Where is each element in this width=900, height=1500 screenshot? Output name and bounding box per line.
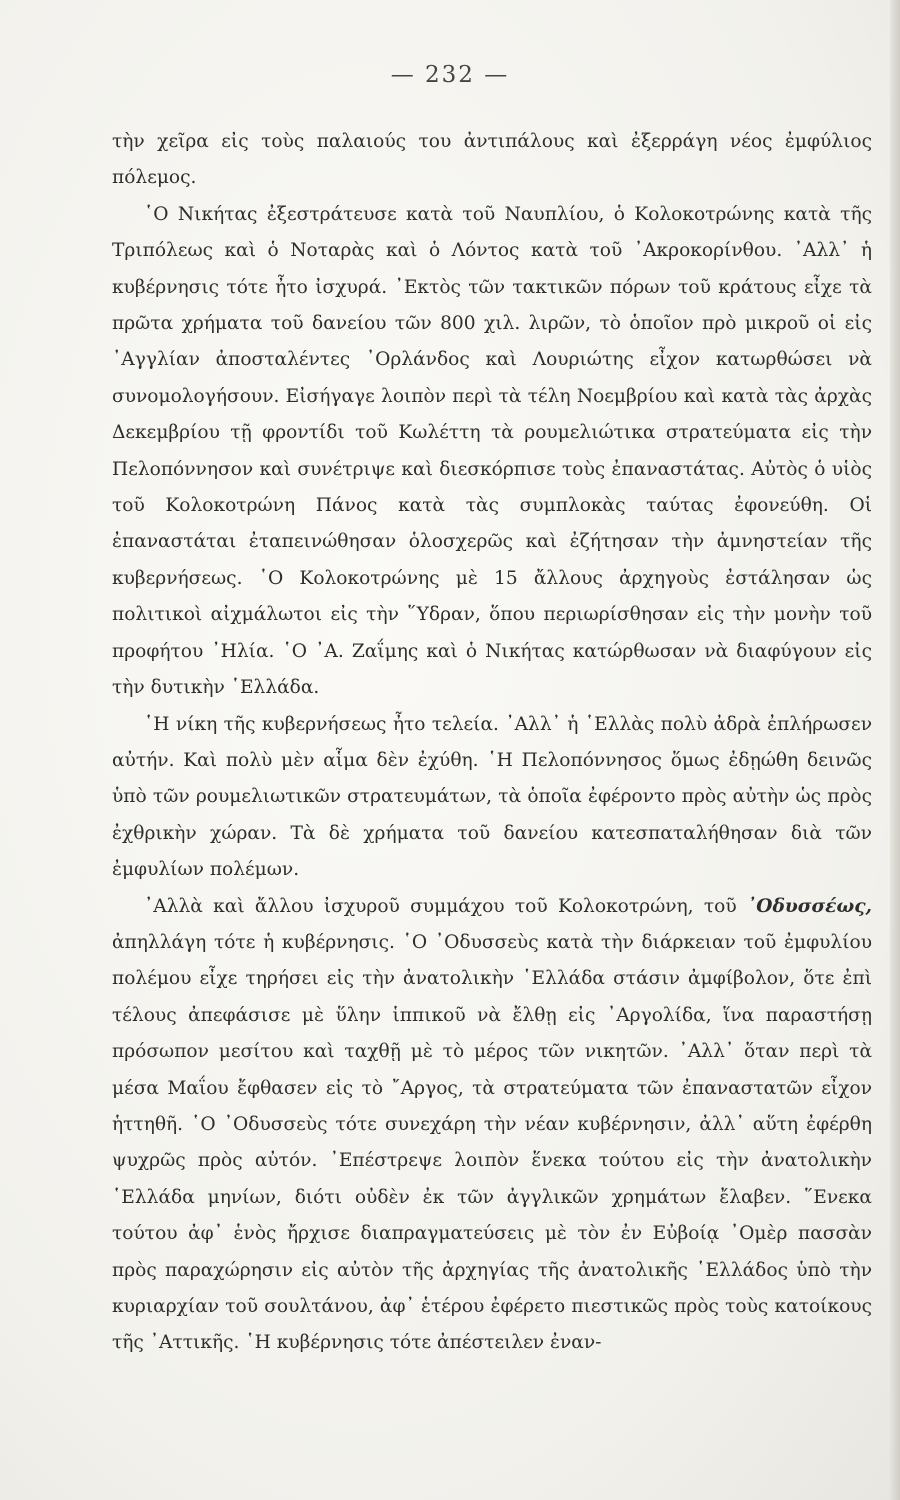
paragraph-1: τὴν χεῖρα εἰς τοὺς παλαιούς του ἀντιπάλους καὶ ἐξερράγη νέος ἐμφύλιος πόλεμος.: [112, 131, 872, 189]
page-body-text: [112, 124, 872, 1362]
paragraph-3: ῾Η νίκη τῆς κυβερνήσεως ἦτο τελεία. ᾿Αλλ᾿ ἡ ῾Ελλὰς πολὺ ἀδρὰ ἐπλήρωσεν αὐτήν. Καὶ πολὺ μὲν αἷμα δὲν ἐχύθη. ῾Η Πελοπόννησος ὅμως ἐδῃώθη δεινῶς ὑπὸ τῶν ρουμελιωτικῶν στρατευμάτων, τὰ ὁποῖα ἐφέροντο πρὸς αὐτὴν ὡς πρὸς ἐχθρικὴν χώραν. Τὰ δὲ χρήματα τοῦ δανείου κατεσπαταλήθησαν διὰ τῶν ἐμφυλίων πολέμων.: [112, 713, 872, 881]
page-edge-shadow: [890, 0, 900, 1500]
paragraph-4-rest: ἀπηλλάγη τότε ἡ κυβέρνησις. ῾Ο ᾿Οδυσσεὺς κατὰ τὴν διάρκειαν τοῦ ἐμφυλίου πολέμου εἶχε τηρήσει εἰς τὴν ἀνατολικὴν ῾Ελλάδα στάσιν ἀμφίβολον, ὅτε ἐπὶ τέλους ἀπεφάσισε μὲ ὕλην ἱππικοῦ νὰ ἔλθῃ εἰς ᾿Αργολίδα, ἵνα παραστήσῃ πρόσωπον μεσίτου καὶ ταχθῇ μὲ τὸ μέρος τῶν νικητῶν. ᾿Αλλ᾿ ὅταν περὶ τὰ μέσα Μαΐου ἔφθασεν εἰς τὸ ῎Αργος, τὰ στρατεύματα τῶν ἐπαναστατῶν εἶχον ἡττηθῆ. ῾Ο ᾿Οδυσσεὺς τότε συνεχάρη τὴν νέαν κυβέρνησιν, ἀλλ᾿ αὕτη ἐφέρθη ψυχρῶς πρὸς αὐτόν. ᾿Επέστρεψε λοιπὸν ἕνεκα τούτου εἰς τὴν ἀνατολικὴν ῾Ελλάδα μηνίων, διότι οὐδὲν ἐκ τῶν ἀγγλικῶν χρημάτων ἔλαβεν. ῞Ενεκα τούτου ἀφ᾿ ἑνὸς ἤρχισε διαπραγματεύσεις μὲ τὸν ἐν Εὐβοίᾳ ᾿Ομὲρ πασσὰν πρὸς παραχώρησιν εἰς αὐτὸν τῆς ἀρχηγίας τῆς ἀνατολικῆς ῾Ελλάδος ὑπὸ τὴν κυριαρχίαν τοῦ σουλτάνου, ἀφ᾿ ἑτέρου ἐφέρετο πιεστικῶς πρὸς τοὺς κατοίκους τῆς ᾿Αττικῆς. ῾Η κυβέρνησις τότε ἀπέστειλεν ἐναν-: [112, 931, 872, 1354]
paragraph-2: ῾Ο Νικήτας ἐξεστράτευσε κατὰ τοῦ Ναυπλίου, ὁ Κολοκοτρώνης κατὰ τῆς Τριπόλεως καὶ ὁ Νοταρὰς καὶ ὁ Λόντος κατὰ τοῦ ᾿Ακροκορίνθου. ᾿Αλλ᾿ ἡ κυβέρνησις τότε ἦτο ἰσχυρά. ᾿Εκτὸς τῶν τακτικῶν πόρων τοῦ κράτους εἶχε τὰ πρῶτα χρήματα τοῦ δανείου τῶν 800 χιλ. λιρῶν, τὸ ὁποῖον πρὸ μικροῦ οἱ εἰς ᾿Αγγλίαν ἀποσταλέντες ᾿Ορλάνδος καὶ Λουριώτης εἶχον κατωρθώσει νὰ συνομολογήσουν. Εἰσήγαγε λοιπὸν περὶ τὰ τέλη Νοεμβρίου καὶ κατὰ τὰς ἀρχὰς Δεκεμβρίου τῇ φροντίδι τοῦ Κωλέττη τὰ ρουμελιώτικα στρατεύματα εἰς τὴν Πελοπόννησον καὶ συνέτριψε καὶ διεσκόρπισε τοὺς ἐπαναστάτας. Αὐτὸς ὁ υἱὸς τοῦ Κολοκοτρώνη Πάνος κατὰ τὰς συμπλοκὰς ταύτας ἐφονεύθη. Οἱ ἐπαναστάται ἐταπεινώθησαν ὁλοσχερῶς καὶ ἐζήτησαν τὴν ἀμνηστείαν τῆς κυβερνήσεως. ῾Ο Κολοκοτρώνης μὲ 15 ἄλλους ἀρχηγοὺς ἐστάλησαν ὡς πολιτικοὶ αἰχμάλωτοι εἰς τὴν ῞Υδραν, ὅπου περιωρίσθησαν εἰς τὴν μονὴν τοῦ προφήτου ᾿Ηλία. ῾Ο ᾿Α. Ζαΐμης καὶ ὁ Νικήτας κατώρθωσαν νὰ διαφύγουν εἰς τὴν δυτικὴν ῾Ελλάδα.: [112, 203, 872, 699]
page-number-header: — 232 —: [390, 62, 510, 88]
paragraph-4-lead: ᾿Αλλὰ καὶ ἄλλου ἰσχυροῦ συμμάχου τοῦ Κολοκοτρώνη, τοῦ: [144, 895, 747, 917]
paragraph-4: [112, 889, 872, 1362]
odysseus-name-emphasis: ᾿Οδυσσέως,: [746, 895, 872, 917]
